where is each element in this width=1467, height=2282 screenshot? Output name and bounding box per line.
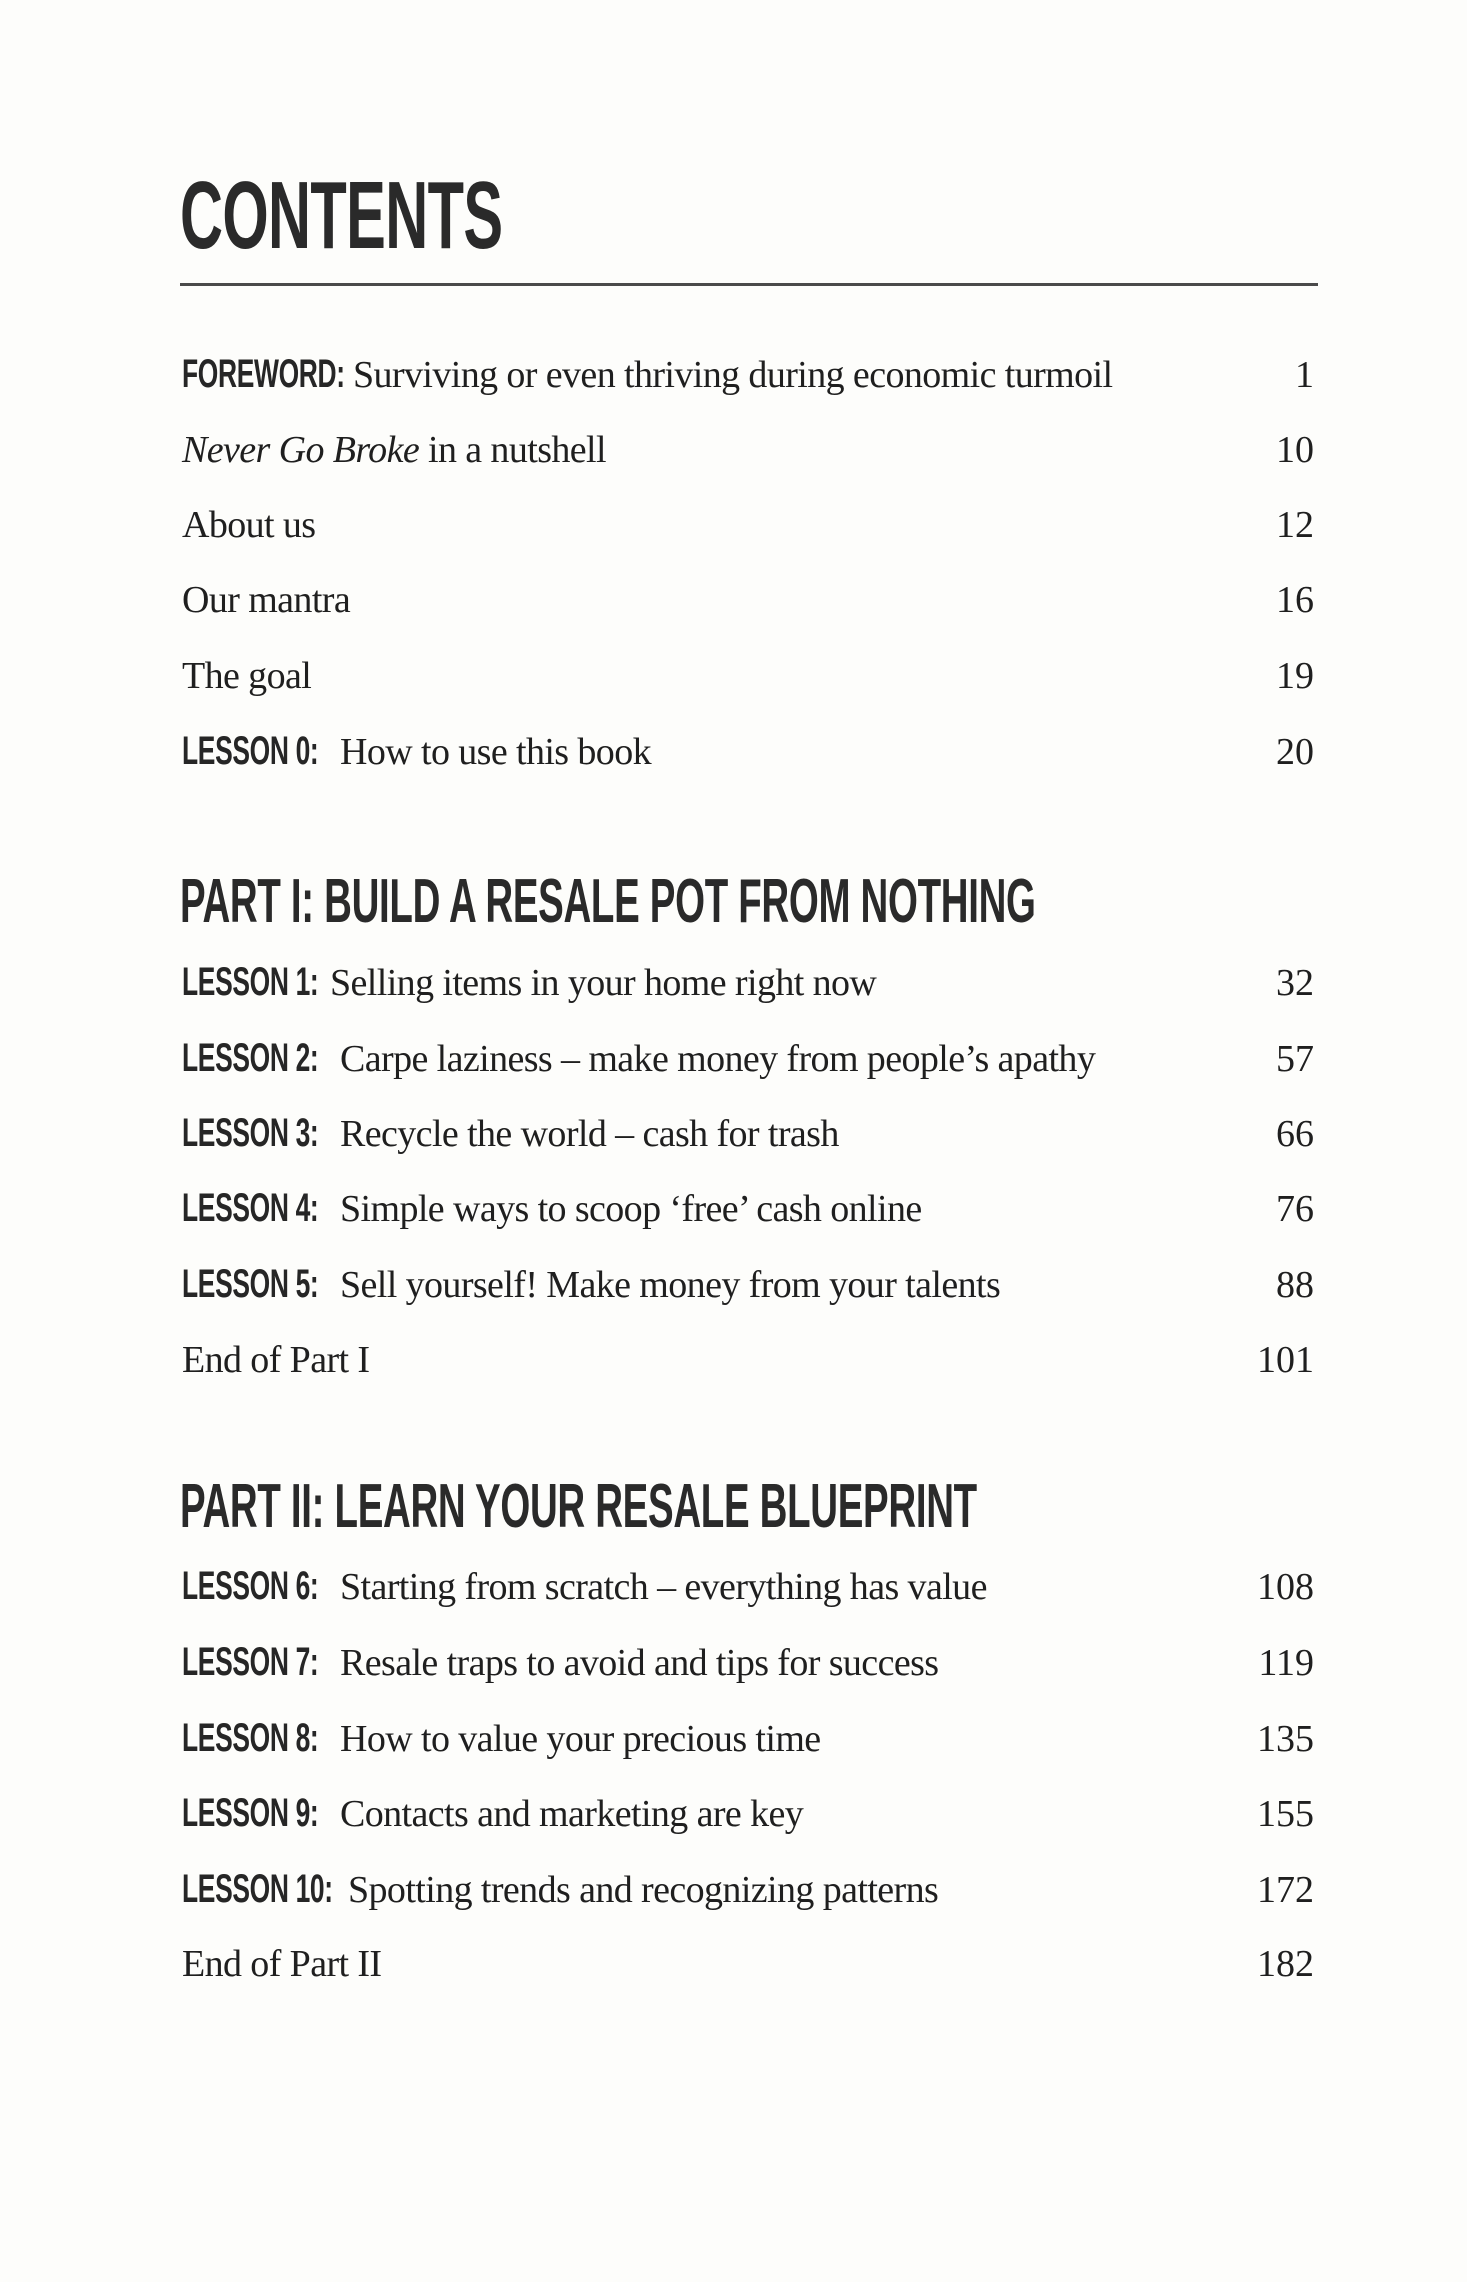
toc-page-number: 135 (1257, 1718, 1314, 1760)
toc-page-number: 119 (1258, 1642, 1314, 1684)
toc-entry-lesson-7[interactable] (182, 1640, 1314, 1696)
toc-entry-label-wrap (182, 1186, 340, 1231)
toc-entry-end-of-part-2[interactable] (182, 1942, 1314, 1998)
toc-entry-our-mantra[interactable] (182, 578, 1314, 634)
toc-entry-text (182, 729, 651, 774)
toc-entry-nutshell[interactable] (182, 428, 1314, 484)
title-rule-divider (180, 283, 1318, 286)
toc-page-number: 19 (1276, 655, 1314, 697)
toc-page-number: 1 (1295, 354, 1314, 396)
toc-entry-end-of-part-1[interactable] (182, 1338, 1314, 1394)
toc-page-number: 66 (1276, 1113, 1314, 1155)
toc-entry-label: LESSON 0: (182, 729, 319, 773)
toc-entry-title: End of Part I (182, 1339, 370, 1381)
toc-entry-text (182, 1867, 938, 1912)
toc-entry-text (182, 1036, 1095, 1081)
toc-entry-label-wrap (182, 960, 330, 1005)
toc-page-number: 12 (1276, 504, 1314, 546)
toc-entry-lesson-8[interactable] (182, 1716, 1314, 1772)
toc-entry-lesson-1[interactable] (182, 960, 1314, 1016)
toc-page-number: 20 (1276, 731, 1314, 773)
page-title: CONTENTS (180, 162, 503, 269)
toc-entry-title: Recycle the world – cash for trash (340, 1113, 839, 1155)
toc-page-number: 76 (1276, 1188, 1314, 1230)
toc-entry-lesson-5[interactable] (182, 1262, 1314, 1318)
toc-page-number: 16 (1276, 579, 1314, 621)
part-1-heading: PART I: BUILD A RESALE POT FROM NOTHING (180, 867, 1036, 936)
toc-entry-title: How to use this book (340, 731, 652, 773)
toc-entry-lesson-10[interactable] (182, 1867, 1314, 1923)
toc-entry-label-wrap (182, 352, 353, 397)
toc-entry-label: LESSON 7: (182, 1640, 319, 1684)
toc-entry-title: About us (182, 504, 316, 546)
toc-entry-label-wrap (182, 1564, 340, 1609)
toc-entry-text (182, 960, 876, 1005)
toc-entry-text (182, 352, 1112, 397)
toc-entry-label: LESSON 2: (182, 1036, 319, 1080)
toc-entry-title-italic: Never Go Broke (182, 429, 420, 471)
toc-entry-title: Sell yourself! Make money from your talents (340, 1264, 1001, 1306)
toc-page-number: 57 (1276, 1038, 1314, 1080)
toc-entry-label: LESSON 4: (182, 1186, 319, 1230)
toc-entry-label-wrap (182, 1262, 340, 1307)
toc-entry-lesson-0[interactable] (182, 729, 1314, 785)
toc-page-number: 182 (1257, 1943, 1314, 1985)
toc-entry-text (182, 1564, 987, 1609)
toc-entry-label-wrap (182, 1640, 340, 1685)
toc-entry-title: Carpe laziness – make money from people’s apathy (340, 1038, 1096, 1080)
toc-entry-title: Resale traps to avoid and tips for success (340, 1642, 939, 1684)
toc-entry-text (182, 1262, 1000, 1307)
toc-entry-label-wrap (182, 1036, 340, 1081)
toc-entry-foreword[interactable] (182, 352, 1314, 408)
toc-entry-label-wrap (182, 1791, 340, 1836)
toc-entry-text (182, 1111, 839, 1156)
toc-entry-text (182, 1791, 803, 1836)
toc-entry-text (182, 1640, 938, 1685)
toc-entry-title: Selling items in your home right now (330, 962, 877, 1004)
toc-entry-lesson-6[interactable] (182, 1564, 1314, 1620)
toc-entry-lesson-2[interactable] (182, 1036, 1314, 1092)
toc-entry-title: The goal (182, 655, 312, 697)
toc-entry-label-wrap (182, 1716, 340, 1761)
toc-entry-title: Simple ways to scoop ‘free’ cash online (340, 1188, 922, 1230)
toc-entry-label-wrap (182, 1867, 348, 1912)
toc-entry-label-wrap (182, 1111, 340, 1156)
toc-entry-label: LESSON 1: (182, 960, 319, 1004)
toc-entry-lesson-3[interactable] (182, 1111, 1314, 1167)
toc-entry-text (182, 1716, 821, 1761)
toc-entry-title: End of Part II (182, 1943, 382, 1985)
toc-entry-text (182, 1186, 922, 1231)
toc-entry-title: Spotting trends and recognizing patterns (348, 1869, 939, 1911)
toc-entry-title: Starting from scratch – everything has value (340, 1566, 987, 1608)
toc-page-number: 155 (1257, 1793, 1314, 1835)
toc-entry-text (182, 428, 606, 472)
toc-entry-label: LESSON 3: (182, 1111, 319, 1155)
toc-page-number: 32 (1276, 962, 1314, 1004)
toc-entry-label: LESSON 5: (182, 1262, 319, 1306)
toc-entry-label-wrap (182, 729, 340, 774)
toc-entry-about-us[interactable] (182, 503, 1314, 559)
toc-entry-the-goal[interactable] (182, 654, 1314, 710)
toc-entry-label: FOREWORD: (182, 352, 345, 396)
toc-page-number: 172 (1257, 1869, 1314, 1911)
toc-page-number: 101 (1257, 1339, 1314, 1381)
toc-entry-label: LESSON 9: (182, 1791, 319, 1835)
toc-entry-label: LESSON 10: (182, 1867, 333, 1911)
toc-page-number: 10 (1276, 429, 1314, 471)
toc-entry-lesson-9[interactable] (182, 1791, 1314, 1847)
toc-entry-title: How to value your precious time (340, 1718, 821, 1760)
toc-entry-title: Our mantra (182, 579, 351, 621)
toc-entry-title: Surviving or even thriving during economic turmoil (353, 354, 1113, 396)
toc-entry-title: in a nutshell (419, 429, 606, 471)
toc-page-number: 108 (1257, 1566, 1314, 1608)
toc-entry-title: Contacts and marketing are key (340, 1793, 804, 1835)
toc-entry-lesson-4[interactable] (182, 1186, 1314, 1242)
part-2-heading: PART II: LEARN YOUR RESALE BLUEPRINT (180, 1472, 977, 1541)
toc-page-number: 88 (1276, 1264, 1314, 1306)
toc-entry-label: LESSON 6: (182, 1564, 319, 1608)
toc-entry-label: LESSON 8: (182, 1716, 319, 1760)
